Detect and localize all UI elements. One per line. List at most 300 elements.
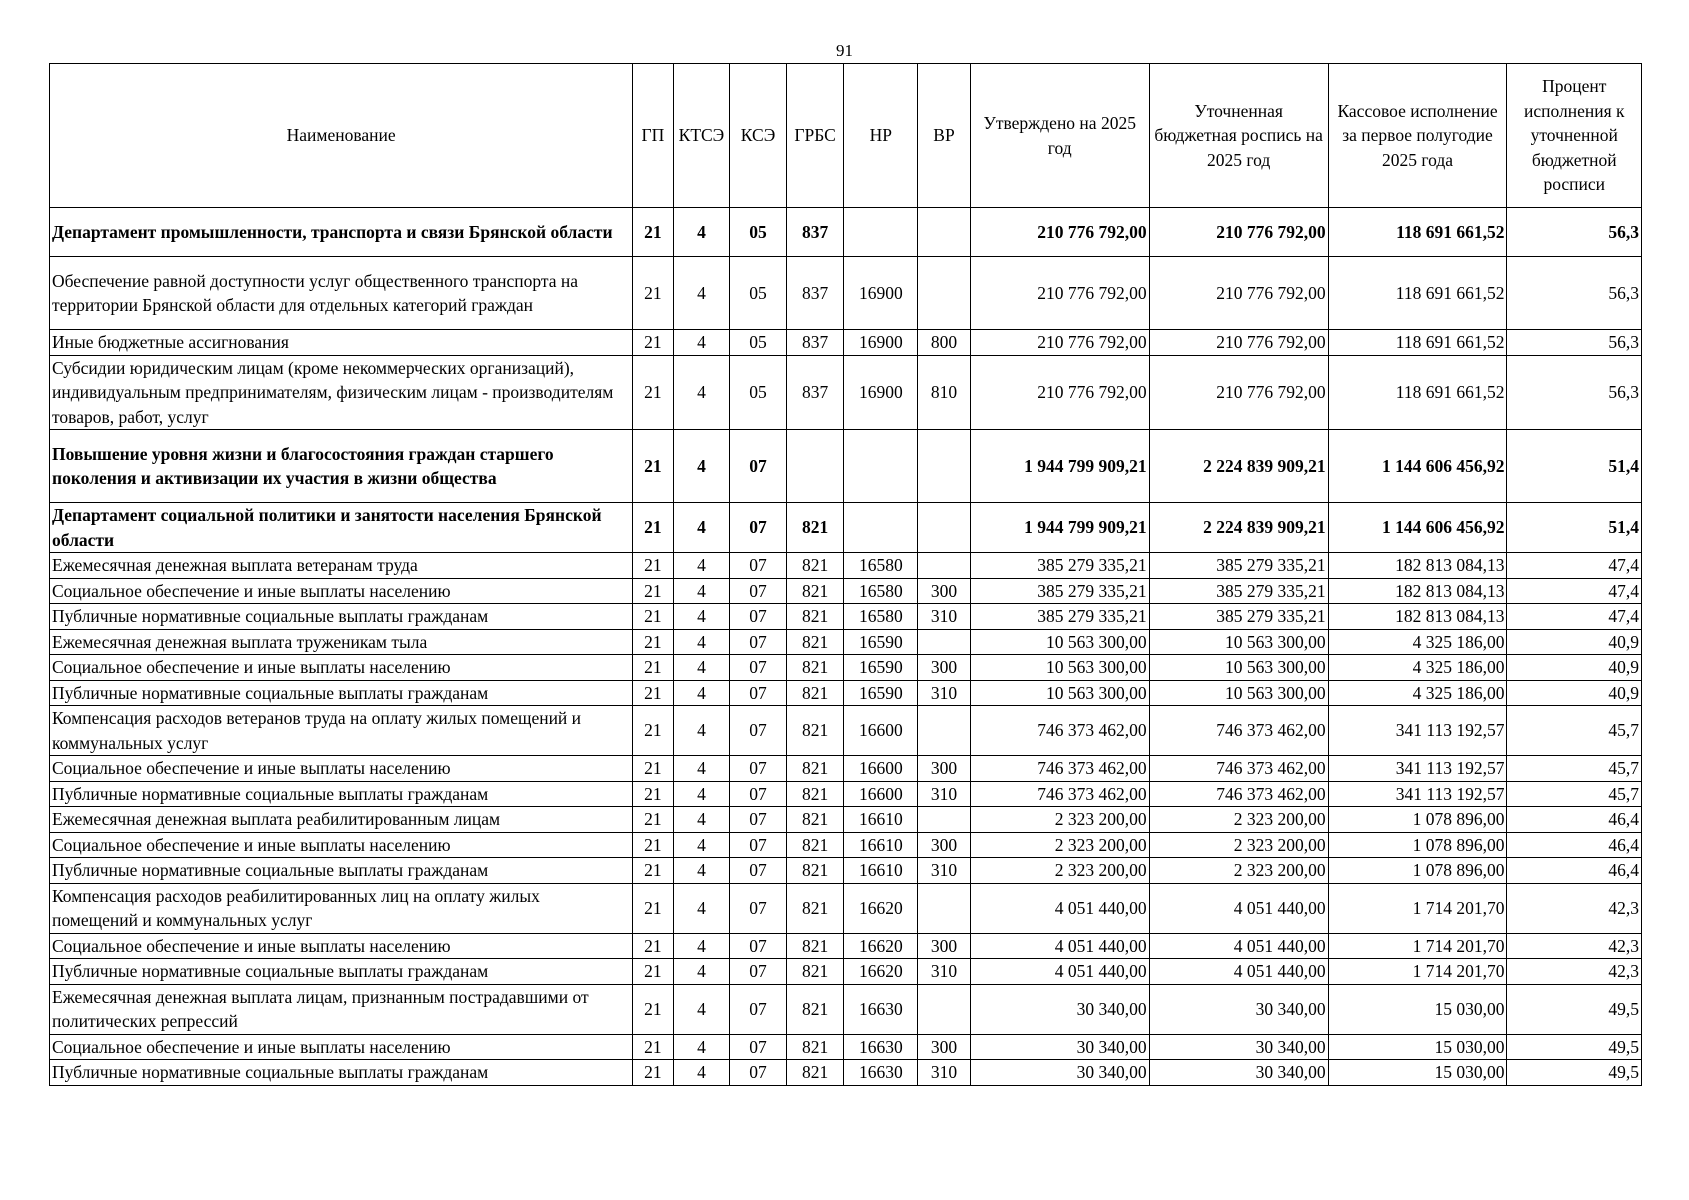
header-grbs: ГРБС [786, 64, 844, 208]
cell-kse: 07 [730, 503, 787, 553]
cell-grbs: 821 [786, 984, 844, 1034]
cell-kse: 07 [730, 832, 787, 858]
cell-name: Социальное обеспечение и иные выплаты населению [50, 832, 633, 858]
cell-approved: 746 373 462,00 [970, 756, 1149, 782]
cell-approved: 210 776 792,00 [970, 208, 1149, 257]
cell-gp: 21 [633, 680, 673, 706]
cell-np [844, 430, 918, 503]
cell-ktse: 4 [673, 858, 730, 884]
cell-cash: 15 030,00 [1328, 1060, 1507, 1086]
cell-grbs: 821 [786, 655, 844, 681]
table-row [50, 503, 1642, 553]
cell-percent: 56,3 [1507, 208, 1642, 257]
cell-percent: 51,4 [1507, 430, 1642, 503]
cell-kse: 05 [730, 330, 787, 356]
cell-cash: 118 691 661,52 [1328, 208, 1507, 257]
page-number: 91 [836, 41, 853, 60]
cell-percent: 56,3 [1507, 257, 1642, 330]
cell-gp: 21 [633, 430, 673, 503]
cell-percent: 49,5 [1507, 984, 1642, 1034]
cell-grbs: 821 [786, 503, 844, 553]
cell-vr: 310 [918, 959, 971, 985]
header-gp: ГП [633, 64, 673, 208]
table-row [50, 1034, 1642, 1060]
cell-np: 16610 [844, 807, 918, 833]
cell-gp: 21 [633, 959, 673, 985]
table-row [50, 807, 1642, 833]
cell-vr: 810 [918, 355, 971, 430]
cell-gp: 21 [633, 604, 673, 630]
cell-gp: 21 [633, 832, 673, 858]
table-row [50, 629, 1642, 655]
cell-ktse: 4 [673, 208, 730, 257]
cell-cash: 341 113 192,57 [1328, 781, 1507, 807]
cell-ktse: 4 [673, 706, 730, 756]
cell-approved: 2 323 200,00 [970, 807, 1149, 833]
cell-approved: 1 944 799 909,21 [970, 503, 1149, 553]
cell-np: 16620 [844, 959, 918, 985]
cell-ktse: 4 [673, 933, 730, 959]
cell-percent: 47,4 [1507, 604, 1642, 630]
cell-approved: 385 279 335,21 [970, 604, 1149, 630]
cell-grbs: 821 [786, 578, 844, 604]
cell-np: 16600 [844, 781, 918, 807]
cell-name: Иные бюджетные ассигнования [50, 330, 633, 356]
table-row [50, 578, 1642, 604]
cell-name: Публичные нормативные социальные выплаты гражданам [50, 858, 633, 884]
cell-gp: 21 [633, 578, 673, 604]
table-row [50, 604, 1642, 630]
cell-name: Компенсация расходов реабилитированных лиц на оплату жилых помещений и коммунальных услуг [50, 883, 633, 933]
cell-gp: 21 [633, 330, 673, 356]
cell-cash: 1 144 606 456,92 [1328, 503, 1507, 553]
cell-kse: 07 [730, 781, 787, 807]
cell-kse: 07 [730, 1034, 787, 1060]
cell-name: Повышение уровня жизни и благосостояния граждан старшего поколения и активизации их участия в жизни общества [50, 430, 633, 503]
cell-grbs: 821 [786, 680, 844, 706]
cell-name: Социальное обеспечение и иные выплаты населению [50, 933, 633, 959]
cell-kse: 07 [730, 430, 787, 503]
cell-name: Ежемесячная денежная выплата ветеранам труда [50, 553, 633, 579]
table-row [50, 430, 1642, 503]
budget-execution-table [49, 63, 1642, 1086]
cell-vr: 300 [918, 578, 971, 604]
cell-ktse: 4 [673, 1060, 730, 1086]
cell-name: Социальное обеспечение и иные выплаты населению [50, 655, 633, 681]
cell-approved: 2 323 200,00 [970, 858, 1149, 884]
cell-np: 16620 [844, 883, 918, 933]
cell-np: 16600 [844, 756, 918, 782]
cell-refined: 30 340,00 [1149, 1060, 1328, 1086]
cell-percent: 46,4 [1507, 858, 1642, 884]
cell-name: Субсидии юридическим лицам (кроме некоммерческих организаций), индивидуальным предпринимателям, физическим лицам - производителям товаров, работ, услуг [50, 355, 633, 430]
cell-name: Ежемесячная денежная выплата труженикам тыла [50, 629, 633, 655]
cell-ktse: 4 [673, 430, 730, 503]
cell-percent: 56,3 [1507, 330, 1642, 356]
cell-vr [918, 807, 971, 833]
cell-vr: 310 [918, 1060, 971, 1086]
cell-cash: 118 691 661,52 [1328, 257, 1507, 330]
cell-np: 16900 [844, 257, 918, 330]
cell-name: Департамент промышленности, транспорта и связи Брянской области [50, 208, 633, 257]
cell-name: Обеспечение равной доступности услуг общественного транспорта на территории Брянской области для отдельных категорий граждан [50, 257, 633, 330]
cell-np: 16620 [844, 933, 918, 959]
cell-cash: 4 325 186,00 [1328, 680, 1507, 706]
cell-percent: 42,3 [1507, 959, 1642, 985]
cell-cash: 15 030,00 [1328, 1034, 1507, 1060]
cell-approved: 746 373 462,00 [970, 781, 1149, 807]
cell-kse: 07 [730, 807, 787, 833]
cell-gp: 21 [633, 355, 673, 430]
cell-approved: 10 563 300,00 [970, 680, 1149, 706]
cell-vr: 310 [918, 604, 971, 630]
cell-refined: 385 279 335,21 [1149, 553, 1328, 579]
header-name: Наименование [50, 64, 633, 208]
cell-name: Департамент социальной политики и занятости населения Брянской области [50, 503, 633, 553]
cell-kse: 05 [730, 257, 787, 330]
cell-name: Социальное обеспечение и иные выплаты населению [50, 1034, 633, 1060]
table-row [50, 208, 1642, 257]
cell-ktse: 4 [673, 781, 730, 807]
cell-grbs: 821 [786, 604, 844, 630]
cell-grbs [786, 430, 844, 503]
cell-refined: 210 776 792,00 [1149, 208, 1328, 257]
cell-np: 16610 [844, 832, 918, 858]
cell-approved: 30 340,00 [970, 1034, 1149, 1060]
cell-kse: 07 [730, 883, 787, 933]
cell-vr [918, 883, 971, 933]
cell-grbs: 837 [786, 257, 844, 330]
cell-approved: 210 776 792,00 [970, 330, 1149, 356]
cell-np: 16630 [844, 1060, 918, 1086]
cell-vr: 300 [918, 756, 971, 782]
cell-np [844, 503, 918, 553]
cell-name: Ежемесячная денежная выплата лицам, признанным пострадавшими от политических репрессий [50, 984, 633, 1034]
cell-percent: 46,4 [1507, 832, 1642, 858]
table-row [50, 883, 1642, 933]
cell-refined: 30 340,00 [1149, 984, 1328, 1034]
cell-name: Публичные нормативные социальные выплаты гражданам [50, 781, 633, 807]
cell-gp: 21 [633, 503, 673, 553]
cell-np: 16580 [844, 578, 918, 604]
cell-gp: 21 [633, 1034, 673, 1060]
cell-gp: 21 [633, 655, 673, 681]
cell-refined: 746 373 462,00 [1149, 756, 1328, 782]
cell-grbs: 837 [786, 330, 844, 356]
cell-refined: 10 563 300,00 [1149, 629, 1328, 655]
cell-approved: 4 051 440,00 [970, 933, 1149, 959]
cell-ktse: 4 [673, 629, 730, 655]
cell-refined: 2 323 200,00 [1149, 832, 1328, 858]
cell-approved: 746 373 462,00 [970, 706, 1149, 756]
cell-refined: 385 279 335,21 [1149, 604, 1328, 630]
cell-grbs: 837 [786, 208, 844, 257]
cell-cash: 1 714 201,70 [1328, 883, 1507, 933]
cell-cash: 4 325 186,00 [1328, 655, 1507, 681]
cell-refined: 30 340,00 [1149, 1034, 1328, 1060]
cell-np: 16580 [844, 604, 918, 630]
cell-gp: 21 [633, 553, 673, 579]
cell-refined: 10 563 300,00 [1149, 655, 1328, 681]
header-percent: Процент исполнения к уточненной бюджетной росписи [1507, 64, 1642, 208]
cell-percent: 40,9 [1507, 629, 1642, 655]
cell-percent: 45,7 [1507, 756, 1642, 782]
cell-vr: 300 [918, 933, 971, 959]
cell-percent: 49,5 [1507, 1034, 1642, 1060]
header-kse: КСЭ [730, 64, 787, 208]
cell-grbs: 821 [786, 858, 844, 884]
cell-np: 16610 [844, 858, 918, 884]
cell-ktse: 4 [673, 883, 730, 933]
cell-ktse: 4 [673, 832, 730, 858]
cell-grbs: 821 [786, 1060, 844, 1086]
header-np: НР [844, 64, 918, 208]
cell-ktse: 4 [673, 553, 730, 579]
cell-ktse: 4 [673, 984, 730, 1034]
cell-approved: 4 051 440,00 [970, 959, 1149, 985]
cell-cash: 1 078 896,00 [1328, 807, 1507, 833]
cell-gp: 21 [633, 208, 673, 257]
cell-ktse: 4 [673, 680, 730, 706]
cell-grbs: 821 [786, 832, 844, 858]
cell-kse: 07 [730, 578, 787, 604]
cell-refined: 4 051 440,00 [1149, 933, 1328, 959]
cell-vr [918, 984, 971, 1034]
cell-percent: 45,7 [1507, 706, 1642, 756]
cell-name: Социальное обеспечение и иные выплаты населению [50, 756, 633, 782]
table-row [50, 933, 1642, 959]
table-row [50, 756, 1642, 782]
cell-kse: 07 [730, 984, 787, 1034]
cell-approved: 385 279 335,21 [970, 553, 1149, 579]
cell-grbs: 821 [786, 553, 844, 579]
table-row [50, 680, 1642, 706]
cell-refined: 210 776 792,00 [1149, 257, 1328, 330]
cell-refined: 746 373 462,00 [1149, 706, 1328, 756]
cell-cash: 15 030,00 [1328, 984, 1507, 1034]
cell-kse: 07 [730, 756, 787, 782]
cell-vr [918, 430, 971, 503]
cell-cash: 182 813 084,13 [1328, 578, 1507, 604]
cell-vr: 800 [918, 330, 971, 356]
cell-refined: 210 776 792,00 [1149, 330, 1328, 356]
cell-grbs: 821 [786, 807, 844, 833]
cell-kse: 07 [730, 959, 787, 985]
table-row [50, 1060, 1642, 1086]
cell-gp: 21 [633, 706, 673, 756]
cell-cash: 341 113 192,57 [1328, 706, 1507, 756]
cell-np: 16630 [844, 1034, 918, 1060]
table-row [50, 257, 1642, 330]
header-refined: Уточненная бюджетная роспись на 2025 год [1149, 64, 1328, 208]
cell-cash: 1 078 896,00 [1328, 832, 1507, 858]
cell-kse: 07 [730, 680, 787, 706]
header-cash: Кассовое исполнение за первое полугодие 2025 года [1328, 64, 1507, 208]
cell-vr: 300 [918, 832, 971, 858]
cell-approved: 2 323 200,00 [970, 832, 1149, 858]
cell-approved: 4 051 440,00 [970, 883, 1149, 933]
cell-approved: 210 776 792,00 [970, 355, 1149, 430]
cell-kse: 05 [730, 355, 787, 430]
cell-gp: 21 [633, 781, 673, 807]
cell-vr [918, 629, 971, 655]
table-row [50, 781, 1642, 807]
cell-approved: 10 563 300,00 [970, 629, 1149, 655]
cell-percent: 46,4 [1507, 807, 1642, 833]
cell-refined: 4 051 440,00 [1149, 959, 1328, 985]
cell-kse: 07 [730, 553, 787, 579]
cell-vr: 310 [918, 858, 971, 884]
cell-grbs: 821 [786, 781, 844, 807]
cell-refined: 2 323 200,00 [1149, 858, 1328, 884]
cell-refined: 10 563 300,00 [1149, 680, 1328, 706]
cell-vr [918, 257, 971, 330]
cell-kse: 07 [730, 858, 787, 884]
cell-name: Ежемесячная денежная выплата реабилитированным лицам [50, 807, 633, 833]
cell-approved: 210 776 792,00 [970, 257, 1149, 330]
cell-percent: 40,9 [1507, 680, 1642, 706]
cell-name: Публичные нормативные социальные выплаты гражданам [50, 959, 633, 985]
cell-cash: 1 078 896,00 [1328, 858, 1507, 884]
table-row [50, 655, 1642, 681]
cell-refined: 2 224 839 909,21 [1149, 430, 1328, 503]
cell-grbs: 821 [786, 629, 844, 655]
table-row [50, 706, 1642, 756]
cell-vr [918, 553, 971, 579]
cell-np: 16580 [844, 553, 918, 579]
cell-kse: 07 [730, 629, 787, 655]
cell-percent: 47,4 [1507, 553, 1642, 579]
cell-np: 16900 [844, 355, 918, 430]
cell-ktse: 4 [673, 959, 730, 985]
cell-approved: 30 340,00 [970, 1060, 1149, 1086]
cell-ktse: 4 [673, 355, 730, 430]
cell-kse: 07 [730, 604, 787, 630]
cell-cash: 1 714 201,70 [1328, 959, 1507, 985]
cell-percent: 47,4 [1507, 578, 1642, 604]
cell-cash: 118 691 661,52 [1328, 355, 1507, 430]
cell-ktse: 4 [673, 503, 730, 553]
cell-np: 16590 [844, 655, 918, 681]
cell-vr: 300 [918, 1034, 971, 1060]
cell-gp: 21 [633, 756, 673, 782]
cell-refined: 210 776 792,00 [1149, 355, 1328, 430]
cell-name: Публичные нормативные социальные выплаты гражданам [50, 604, 633, 630]
cell-cash: 182 813 084,13 [1328, 604, 1507, 630]
cell-name: Компенсация расходов ветеранов труда на оплату жилых помещений и коммунальных услуг [50, 706, 633, 756]
cell-name: Социальное обеспечение и иные выплаты населению [50, 578, 633, 604]
cell-gp: 21 [633, 883, 673, 933]
cell-percent: 42,3 [1507, 933, 1642, 959]
cell-np: 16630 [844, 984, 918, 1034]
table-row [50, 355, 1642, 430]
table-row [50, 959, 1642, 985]
cell-ktse: 4 [673, 330, 730, 356]
cell-cash: 4 325 186,00 [1328, 629, 1507, 655]
table-row [50, 553, 1642, 579]
cell-name: Публичные нормативные социальные выплаты гражданам [50, 1060, 633, 1086]
cell-grbs: 821 [786, 706, 844, 756]
cell-ktse: 4 [673, 807, 730, 833]
cell-kse: 07 [730, 1060, 787, 1086]
cell-ktse: 4 [673, 756, 730, 782]
cell-percent: 40,9 [1507, 655, 1642, 681]
cell-ktse: 4 [673, 655, 730, 681]
cell-vr [918, 706, 971, 756]
cell-kse: 05 [730, 208, 787, 257]
cell-gp: 21 [633, 858, 673, 884]
cell-percent: 56,3 [1507, 355, 1642, 430]
cell-ktse: 4 [673, 578, 730, 604]
cell-approved: 30 340,00 [970, 984, 1149, 1034]
cell-cash: 182 813 084,13 [1328, 553, 1507, 579]
cell-vr: 310 [918, 781, 971, 807]
table-row [50, 330, 1642, 356]
cell-gp: 21 [633, 257, 673, 330]
header-ktse: КТСЭ [673, 64, 730, 208]
cell-percent: 51,4 [1507, 503, 1642, 553]
cell-ktse: 4 [673, 257, 730, 330]
cell-cash: 341 113 192,57 [1328, 756, 1507, 782]
cell-refined: 2 224 839 909,21 [1149, 503, 1328, 553]
header-approved: Утверждено на 2025 год [970, 64, 1149, 208]
cell-np: 16900 [844, 330, 918, 356]
cell-vr: 310 [918, 680, 971, 706]
cell-approved: 385 279 335,21 [970, 578, 1149, 604]
table-row [50, 984, 1642, 1034]
cell-approved: 10 563 300,00 [970, 655, 1149, 681]
table-row [50, 858, 1642, 884]
cell-vr [918, 503, 971, 553]
cell-refined: 385 279 335,21 [1149, 578, 1328, 604]
cell-cash: 1 714 201,70 [1328, 933, 1507, 959]
cell-name: Публичные нормативные социальные выплаты гражданам [50, 680, 633, 706]
cell-grbs: 821 [786, 1034, 844, 1060]
cell-grbs: 821 [786, 959, 844, 985]
cell-refined: 4 051 440,00 [1149, 883, 1328, 933]
cell-np: 16590 [844, 629, 918, 655]
cell-cash: 118 691 661,52 [1328, 330, 1507, 356]
cell-np: 16590 [844, 680, 918, 706]
cell-percent: 45,7 [1507, 781, 1642, 807]
cell-gp: 21 [633, 984, 673, 1034]
cell-refined: 2 323 200,00 [1149, 807, 1328, 833]
cell-grbs: 821 [786, 883, 844, 933]
cell-cash: 1 144 606 456,92 [1328, 430, 1507, 503]
header-vr: ВР [918, 64, 971, 208]
cell-refined: 746 373 462,00 [1149, 781, 1328, 807]
cell-vr [918, 208, 971, 257]
cell-grbs: 837 [786, 355, 844, 430]
cell-np [844, 208, 918, 257]
table-row [50, 832, 1642, 858]
cell-vr: 300 [918, 655, 971, 681]
cell-percent: 49,5 [1507, 1060, 1642, 1086]
table-body [50, 208, 1642, 1086]
cell-gp: 21 [633, 629, 673, 655]
cell-gp: 21 [633, 807, 673, 833]
cell-kse: 07 [730, 706, 787, 756]
table-header-row [50, 64, 1642, 208]
cell-grbs: 821 [786, 933, 844, 959]
cell-gp: 21 [633, 933, 673, 959]
cell-percent: 42,3 [1507, 883, 1642, 933]
cell-kse: 07 [730, 933, 787, 959]
cell-ktse: 4 [673, 604, 730, 630]
cell-approved: 1 944 799 909,21 [970, 430, 1149, 503]
cell-grbs: 821 [786, 756, 844, 782]
cell-kse: 07 [730, 655, 787, 681]
